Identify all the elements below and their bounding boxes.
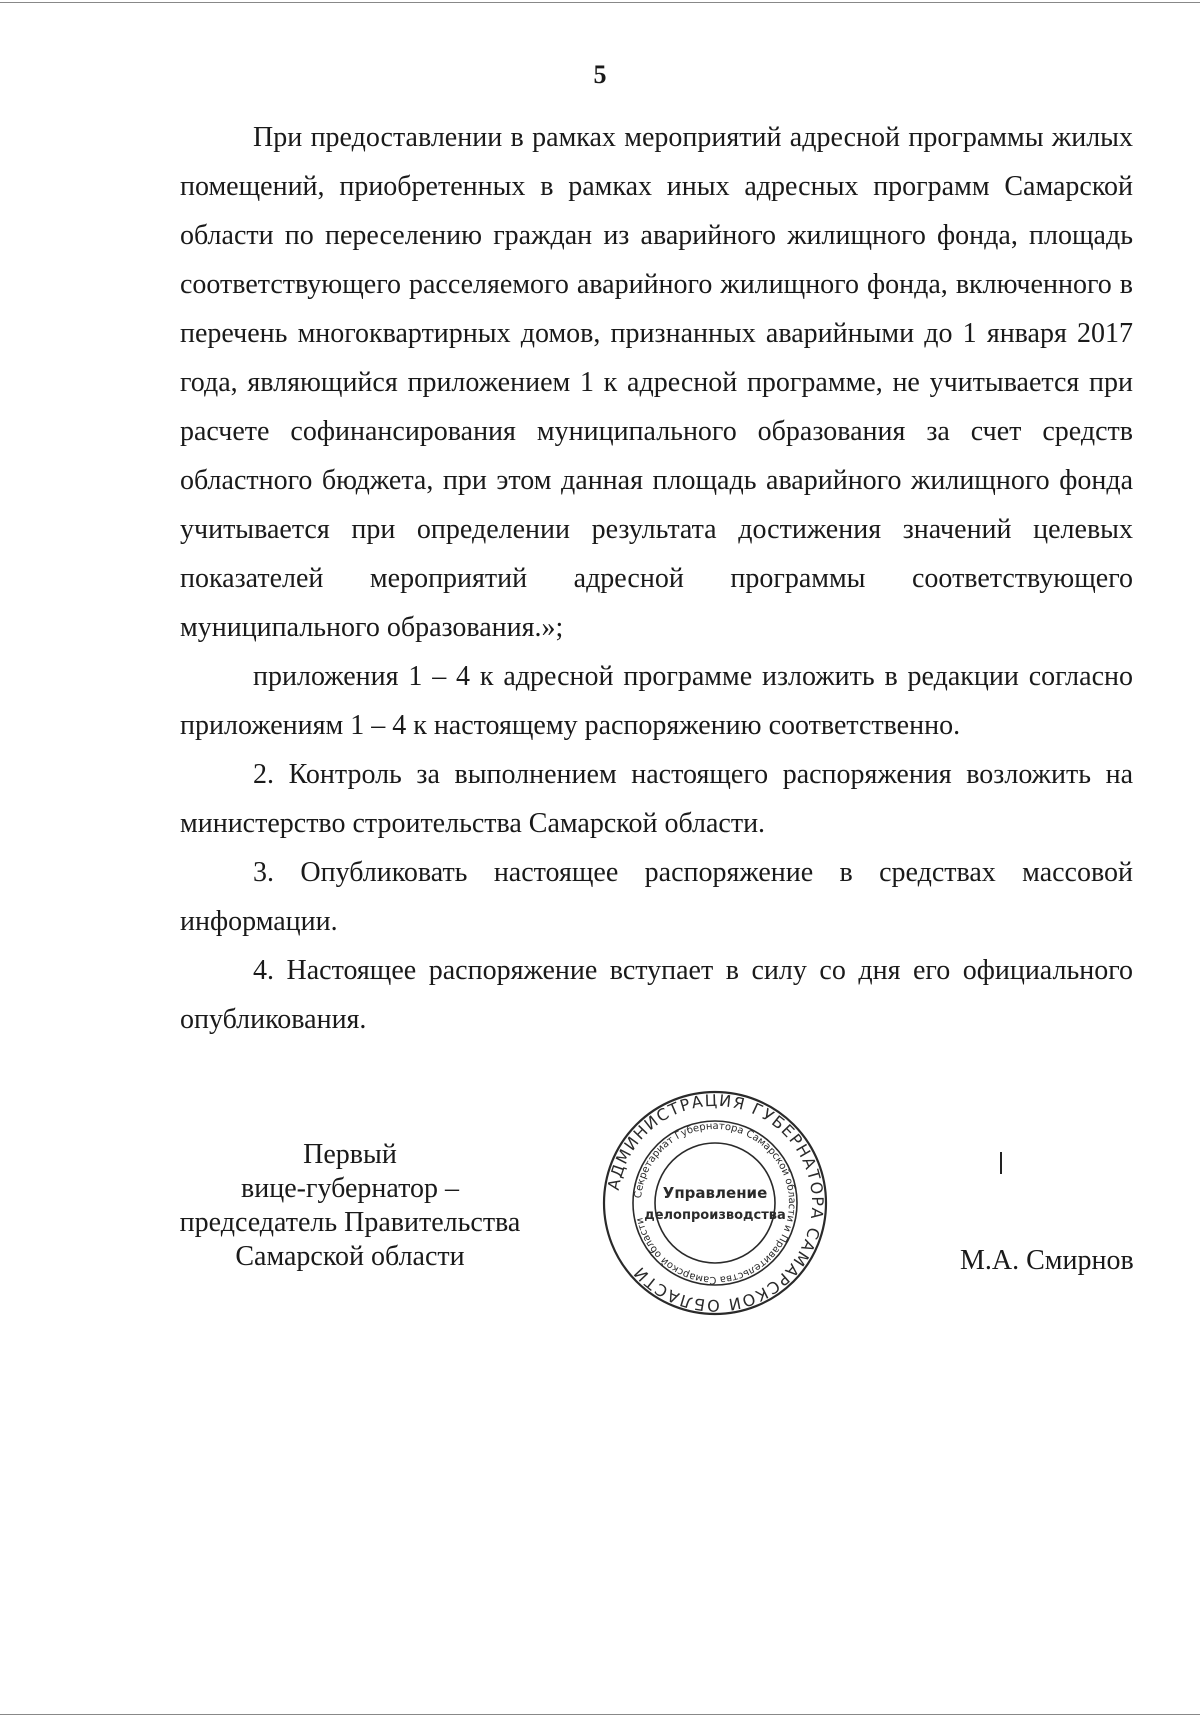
signatory-name: М.А. Смирнов xyxy=(960,1245,1134,1276)
seal-center-ring xyxy=(655,1143,775,1263)
official-seal-stamp xyxy=(600,1088,830,1318)
signatory-title xyxy=(160,1138,540,1274)
signatory-title-line: Первый xyxy=(303,1139,397,1170)
signatory-title-line: председатель Правительства xyxy=(179,1207,521,1238)
signatory-title-line: вице-губернатор – xyxy=(241,1173,459,1204)
seal-center-line-1: Управление xyxy=(662,1184,768,1202)
paragraph-housing-provision: При предоставлении в рамках мероприятий адресной программы жилых помещений, приобретенных в рамках иных адресных программ Самарской области по переселению граждан из аварийного жилищного фонда, площадь соответствующего расселяемого аварийного жилищного фонда, включенного в перечень многоквартирных домов, признанных аварийными до 1 января 2017 года, являющийся приложением 1 к адресной программе, не учитывается при расчете софинансирования муниципального образования за счет средств областного бюджета, при этом данная площадь аварийного жилищного фонда учитывается при определении результата достижения значений целевых показателей мероприятий адресной программы соответствующего муниципального образования.»; xyxy=(180,122,1133,643)
paragraph-publication: 3. Опубликовать настоящее распоряжение в средствах массовой информации. xyxy=(180,857,1133,937)
scan-edge-top xyxy=(0,2,1200,3)
scan-edge-bottom xyxy=(0,1714,1200,1715)
seal-center-line-2: делопроизводства xyxy=(644,1208,786,1223)
paragraph-effective-date: 4. Настоящее распоряжение вступает в силу со дня его официального опубликования. xyxy=(180,955,1133,1035)
signatory-title-line: Самарской области xyxy=(235,1241,465,1272)
handwritten-signature-mark xyxy=(1000,1152,1002,1174)
page-number: 5 xyxy=(593,60,607,89)
paragraph-appendices: приложения 1 – 4 к адресной программе изложить в редакции согласно приложениям 1 – 4 к настоящему распоряжению соответственно. xyxy=(180,661,1133,741)
document-body xyxy=(180,113,1133,1044)
seal-inner-text: Секретариат Губернатора Самарской области и Правительства Самарской области xyxy=(633,1120,798,1286)
paragraph-control: 2. Контроль за выполнением настоящего распоряжения возложить на министерство строительства Самарской области. xyxy=(180,759,1133,839)
seal-outer-text: АДМИНИСТРАЦИЯ ГУБЕРНАТОРА САМАРСКОЙ ОБЛАСТИ xyxy=(603,1090,828,1316)
